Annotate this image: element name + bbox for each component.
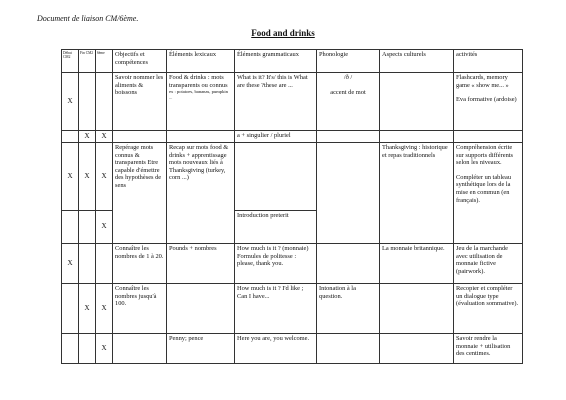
mark-sixieme: X [96,131,113,143]
empty-cell [167,131,235,143]
empty-cell [167,284,235,334]
activites-cell: Jeu de la marchande avec utilisation de monnaie fictive (pairwork). [454,244,523,284]
empty-cell [317,131,380,143]
document-title: Food and drinks [251,28,315,38]
mark-sixieme: X [96,334,113,364]
empty-cell [79,334,96,364]
empty-cell [317,244,380,284]
header-row [62,50,523,73]
lexicaux-cell: Pounds + nombres [167,244,235,284]
grammaticaux-cell: How much is it ? (monnaie) Formules de politesse : please, thank you. [235,244,317,284]
header-lexicaux: Éléments lexicaux [167,50,235,73]
activites-text: Compréhension écrite sur supports différents selon les niveaux. [456,144,514,167]
activites-cell [454,73,523,131]
lexicaux-main: Food & drinks : mots transparents ou connus [169,74,228,89]
empty-cell [317,143,380,244]
mark-debut-cm2: X [62,73,79,131]
lexicaux-cell [167,73,235,131]
table-row [62,143,523,211]
empty-cell [79,211,96,244]
empty-cell [454,131,523,143]
header-grammaticaux: Éléments grammaticaux [235,50,317,73]
phonologie-cell: Intonation à la question. [317,284,380,334]
table-row [62,334,523,364]
mark-debut-cm2: X [62,244,79,284]
empty-cell [113,131,167,143]
table-row [62,244,523,284]
empty-cell [96,244,113,284]
empty-cell [62,284,79,334]
header-sixieme: 6ème [96,50,113,73]
objectifs-cell: Connaître les nombres jusqu'à 100. [113,284,167,334]
mark-fin-cm2: X [79,143,96,211]
table-row [62,73,523,131]
activites-text: Eva formative (ardoise) [456,96,517,104]
mark-fin-cm2: X [79,284,96,334]
empty-cell [96,73,113,131]
word-stress-label: accent de mot [330,88,366,96]
lesson-table [61,49,523,364]
empty-cell [79,244,96,284]
empty-cell [62,131,79,143]
lexicaux-cell: Recap sur mots food & drinks + apprentissage mots nouveaux liés à Thanksgiving (turkey, corn ...) [167,143,235,244]
grammaticaux-cell: What is it? It's/ this is What are these ?these are ... [235,73,317,131]
empty-cell [62,334,79,364]
grammaticaux-cell: Here you are, you welcome. [235,334,317,364]
activites-cell [454,143,523,244]
header-culturels: Aspects culturels [380,50,454,73]
mark-sixieme: X [96,143,113,211]
mark-fin-cm2: X [79,131,96,143]
empty-cell [317,334,380,364]
mark-sixieme: X [96,284,113,334]
document-label: Document de liaison CM/6ème. [37,14,139,23]
header-activites: activités [454,50,523,73]
header-fin-cm2: Fin CM2 [79,50,96,73]
culturels-cell: La monnaie britannique. [380,244,454,284]
table-row [62,284,523,334]
activites-text: Flashcards, memory game « show me... » [456,74,509,89]
lexicaux-cell: Penny; pence [167,334,235,364]
empty-cell [79,73,96,131]
empty-cell [380,131,454,143]
objectifs-cell: Savoir nommer les aliments & boissons [113,73,167,131]
lexicaux-examples: ex : potatoes, bananas, pumpkin ... [169,89,228,100]
empty-cell [380,284,454,334]
empty-cell [380,334,454,364]
header-objectifs: Objectifs et compétences [113,50,167,73]
activites-cell: Recopier et compléter un dialogue type (évaluation sommative). [454,284,523,334]
empty-cell [62,211,79,244]
header-phonologie: Phonologie [317,50,380,73]
phonetic-symbol: /ð / [343,74,353,81]
empty-cell [380,73,454,131]
table-row [62,131,523,143]
objectifs-cell: Connaître les nombres de 1 à 20. [113,244,167,284]
activites-text: Compléter un tableau synthétique lors de la mise en commun (en français). [456,173,512,204]
header-debut-cm2: Début CM2 [62,50,79,73]
mark-debut-cm2: X [62,143,79,211]
activites-cell: Savoir rendre la monnaie + utilisation des centimes. [454,334,523,364]
grammaticaux-cell: a + singulier / pluriel [235,131,317,143]
mark-sixieme: X [96,211,113,244]
culturels-cell: Thanksgiving : historique et repas traditionnels [380,143,454,244]
objectifs-cell: Repérage mots connus & transparents Etre capable d'émettre des hypothèses de sens [113,143,167,244]
grammaticaux-cell: Introduction preterit [235,211,317,244]
empty-cell [113,334,167,364]
grammaticaux-cell: How much is it ? I'd like ; Can I have... [235,284,317,334]
phonologie-cell [317,73,380,131]
empty-cell [235,143,317,211]
